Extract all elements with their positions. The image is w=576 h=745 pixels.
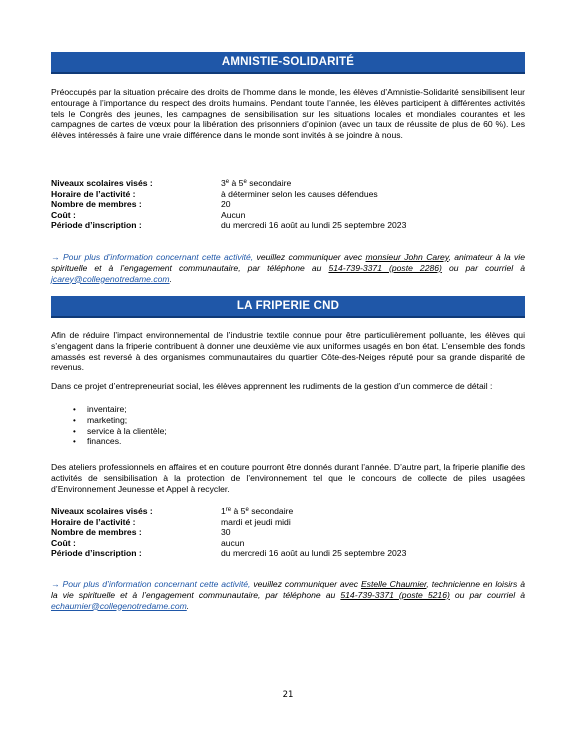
info-label: Nombre de membres :	[51, 527, 142, 538]
email-link[interactable]: jcarey@collegenotredame.com	[51, 273, 170, 284]
contact-person-link[interactable]: Estelle Chaumier	[360, 579, 427, 589]
info-row-members	[51, 527, 525, 538]
info-label: Niveaux scolaires visés :	[51, 178, 153, 188]
section-banner-amnistie	[51, 52, 525, 74]
info-value: à déterminer selon les causes défendues	[221, 188, 378, 199]
section-banner-friperie	[51, 296, 525, 318]
activity-info	[51, 506, 525, 559]
info-row-members	[51, 199, 525, 210]
project-paragraph: Dans ce projet d’entrepreneuriat social, les élèves apprennent les rudiments de la gestion d’un commerce de détail :	[51, 381, 493, 391]
phone-link[interactable]: 514-739-3371 (poste 5216)	[340, 589, 450, 600]
info-label: Coût :	[51, 537, 76, 548]
info-value: Aucun	[221, 209, 246, 220]
info-label: Coût :	[51, 209, 76, 220]
info-row-schedule	[51, 189, 525, 200]
info-row-schedule	[51, 517, 525, 528]
info-value: 1re à 5e secondaire	[221, 506, 294, 516]
email-link[interactable]: echaumier@collegenotredame.com	[51, 600, 187, 611]
info-value: aucun	[221, 537, 245, 548]
contact-person-link[interactable]: monsieur John Carey	[365, 252, 449, 262]
document-page	[51, 0, 525, 745]
info-row-cost	[51, 538, 525, 549]
section-title: AMNISTIE-SOLIDARITÉ	[221, 56, 355, 68]
info-row-levels	[51, 506, 525, 517]
info-row-levels	[51, 178, 525, 189]
contact-paragraph: → Pour plus d’information concernant cette activité, veuillez communiquer avec Estelle Chaumier, technicienne en loisirs à la vie spirituelle et à l’engagement communautaire, par téléphone au 514-739-3371 (poste 5216) ou par courriel à echaumier@collegenotredame.com.	[51, 579, 525, 611]
info-label: Période d’inscription :	[51, 548, 142, 559]
info-label: Niveaux scolaires visés :	[51, 506, 153, 516]
info-label: Période d’inscription :	[51, 220, 142, 231]
list-item: • service à la clientèle;	[73, 425, 167, 436]
section-title: LA FRIPERIE CND	[236, 300, 340, 312]
intro-paragraph: Afin de réduire l’impact environnemental de l’industrie textile connue pour être particulièrement polluante, les élèves qui s’engagent dans la friperie contribuent à donner une deuxième vie aux uniformes usagés en bon état. L’ensemble des fonds amassés est reversé à des organismes communautaires du quartier Côte-des-Neiges réputé pour sa grande disparité de revenus.	[51, 330, 525, 373]
bullet-list	[73, 404, 167, 447]
contact-lead: → Pour plus d’information concernant cette activité,	[51, 252, 254, 262]
list-item: • finances.	[73, 436, 122, 447]
page-number: 21	[282, 690, 294, 700]
info-value: 30	[221, 527, 231, 538]
intro-paragraph: Préoccupés par la situation précaire des droits de l’homme dans le monde, les élèves d’Amnistie-Solidarité sensibilisent leur entourage à l’importance du respect des droits humains. Pendant toute l’année, les élèves participent à différentes activités tels le Congrès des jeunes, les campagnes de sensibilisation sur les situations locales et mondiales courantes et les campagnes de cartes de vœux pour la libération des prisonniers d’opinion (avec un taux de réussite de plus de 60 %). Les élèves intéressés à faire une vraie différence dans le monde sont invités à se joindre à nous.	[51, 87, 525, 141]
phone-link[interactable]: 514-739-3371 (poste 2286)	[328, 262, 442, 273]
workshops-paragraph: Des ateliers professionnels en affaires et en couture pourront être donnés durant l’année. D’autre part, la friperie planifie des activités de sensibilisation à la protection de l’environnement tel que le concours de collecte de piles usagées d’Environnement Jeunesse et Appel à recycler.	[51, 462, 525, 494]
info-row-period	[51, 220, 525, 231]
info-row-cost	[51, 210, 525, 221]
info-label: Nombre de membres :	[51, 199, 142, 210]
info-row-period	[51, 548, 525, 559]
info-value: 20	[221, 199, 231, 210]
info-value: du mercredi 16 août au lundi 25 septembre 2023	[221, 220, 407, 231]
info-value: 3e à 5e secondaire	[221, 178, 292, 188]
list-item: • marketing;	[73, 414, 128, 425]
info-value: mardi et jeudi midi	[221, 516, 291, 527]
activity-info	[51, 178, 525, 231]
info-label: Horaire de l’activité :	[51, 188, 136, 199]
info-label: Horaire de l’activité :	[51, 516, 136, 527]
contact-lead: → Pour plus d’information concernant cette activité,	[51, 579, 251, 589]
list-item: • inventaire;	[73, 404, 127, 414]
info-value: du mercredi 16 août au lundi 25 septembre 2023	[221, 548, 407, 559]
contact-paragraph: → Pour plus d’information concernant cette activité, veuillez communiquer avec monsieur John Carey, animateur à la vie spirituelle et à l’engagement communautaire, par téléphone au 514-739-3371 (poste 2286) ou par courriel à jcarey@collegenotredame.com.	[51, 252, 526, 284]
